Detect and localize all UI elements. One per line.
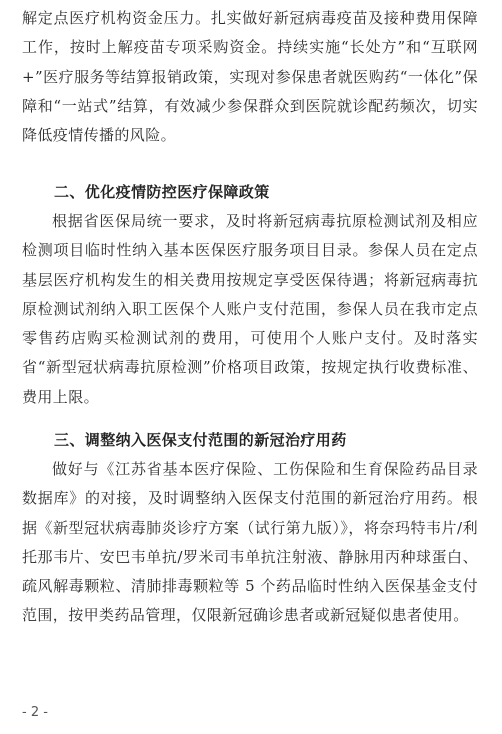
page-number: - 2 - xyxy=(22,705,48,720)
paragraph-continuation: 解定点医疗机构资金压力。扎实做好新冠病毒疫苗及接种费用保障工作，按时上解疫苗专项采购资金。持续实施“长处方”和“互联网+”医疗服务等结算报销政策，实现对参保患者就医购药“一体化”保障和“一站式”结算，有效减少参保群众到医院就诊配药频次，切实降低疫情传播的风险。 xyxy=(22,9,478,145)
section-heading-2: 二、优化疫情防控医疗保障政策 xyxy=(54,183,270,201)
paragraph-section-2: 根据省医保局统一要求，及时将新冠病毒抗原检测试剂及相应检测项目临时性纳入基本医保医疗服务项目目录。参保人员在定点基层医疗机构发生的相关费用按规定享受医保待遇；将新冠病毒抗原检测试剂纳入职工医保个人账户支付范围，参保人员在我市定点零售药店购买检测试剂的费用，可使用个人账户支付。及时落实省“新型冠状病毒抗原检测”价格项目政策，按规定执行收费标准、费用上限。 xyxy=(22,212,478,406)
section-heading-3: 三、调整纳入医保支付范围的新冠治疗用药 xyxy=(54,431,347,449)
paragraph-section-3: 做好与《江苏省基本医疗保险、工伤保险和生育保险药品目录数据库》的对接，及时调整纳入医保支付范围的新冠治疗用药。根据《新型冠状病毒肺炎诊疗方案（试行第九版）》，将奈玛特韦片/利托那韦片、安巴韦单抗/罗米司韦单抗注射液、静脉用丙种球蛋白、疏风解毒颗粒、清肺排毒颗粒等 5 个药品临时性纳入医保基金支付范围，按甲类药品管理，仅限新冠确诊患者或新冠疑似患者使用。 xyxy=(22,460,478,625)
